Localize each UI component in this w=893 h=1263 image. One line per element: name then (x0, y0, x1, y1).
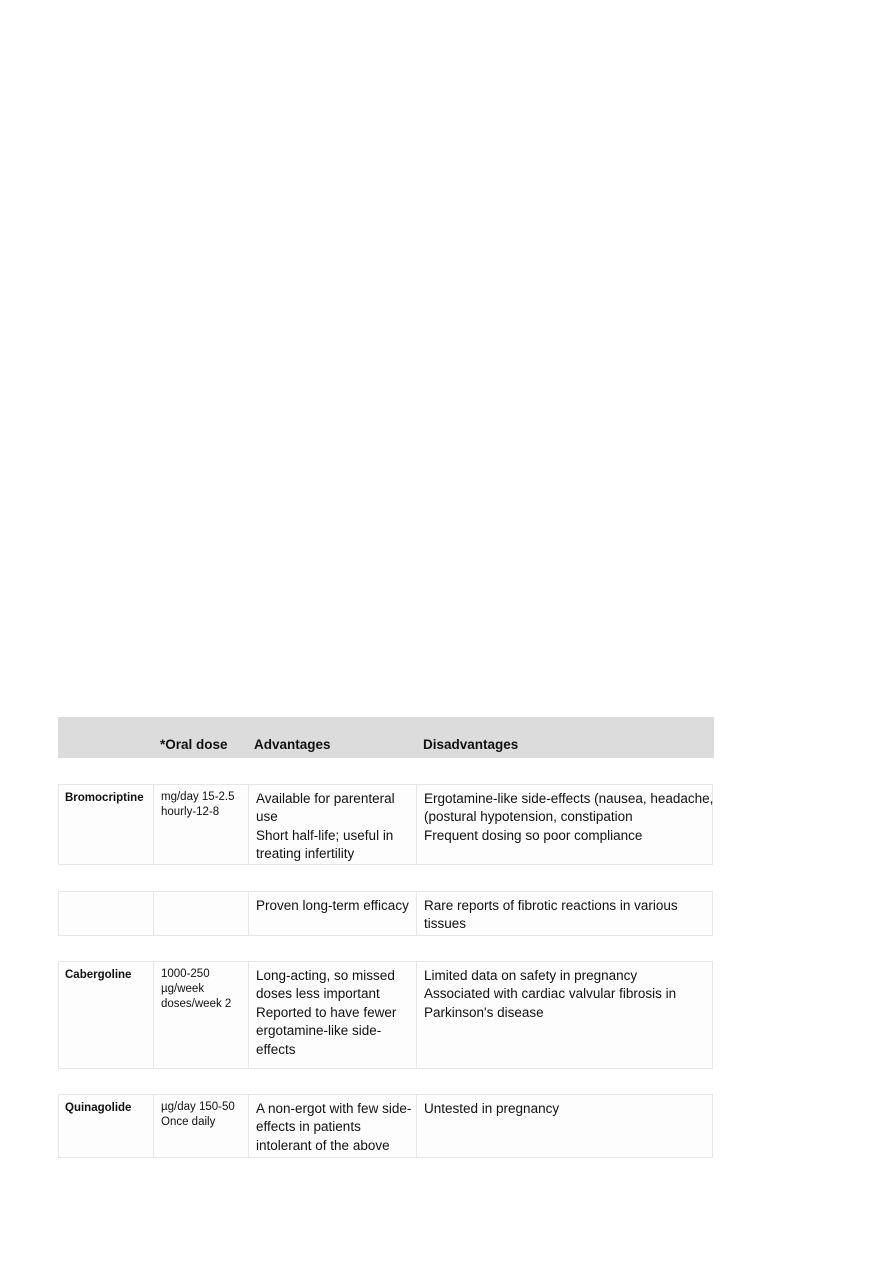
header-oral-dose: *Oral dose (160, 737, 228, 752)
advantages-cell (248, 962, 416, 1068)
advantage-line: treating infertility (256, 846, 355, 862)
dose-line: µg/week (161, 983, 205, 995)
advantage-line: intolerant of the above (256, 1137, 390, 1153)
disadvantages-cell (416, 785, 712, 864)
dose-cell (153, 962, 248, 1068)
drug-name: Bromocriptine (65, 792, 144, 804)
advantage-line: effects (256, 1041, 296, 1057)
drug-name: Quinagolide (65, 1102, 132, 1114)
disadvantage-line: Associated with cardiac valvular fibrosis in (424, 986, 677, 1002)
disadvantage-line: Limited data on safety in pregnancy (424, 968, 638, 983)
advantage-line: Available for parenteral (256, 791, 395, 806)
drug-cell (59, 892, 153, 935)
dose-line: Once daily (161, 1116, 216, 1128)
disadvantage-line: Parkinson's disease (424, 1004, 544, 1020)
table-row-continuation (58, 891, 713, 936)
advantage-line: Long-acting, so missed (256, 968, 395, 983)
dose-line: µg/day 150-50 (161, 1101, 235, 1113)
advantages-cell (248, 1095, 416, 1157)
table-row-cabergoline (58, 961, 713, 1069)
dose-cell (153, 1095, 248, 1157)
disadvantage-line: Rare reports of fibrotic reactions in various (424, 898, 678, 913)
table-row-quinagolide (58, 1094, 713, 1158)
advantage-line: Proven long-term efficacy (256, 898, 409, 913)
advantage-line: doses less important (256, 986, 380, 1002)
dose-cell (153, 785, 248, 864)
advantages-cell (248, 892, 416, 935)
advantage-line: ergotamine-like side- (256, 1023, 382, 1039)
advantage-line: Short half-life; useful in (256, 827, 394, 843)
advantage-line: Reported to have fewer (256, 1004, 397, 1020)
table-row-bromocriptine (58, 784, 713, 865)
disadvantage-line: tissues (424, 916, 467, 932)
dose-line: 1000-250 (161, 968, 210, 980)
disadvantages-cell (416, 962, 712, 1068)
drug-cell (59, 962, 153, 1068)
disadvantage-line: (postural hypotension, constipation (424, 809, 633, 825)
drug-cell (59, 785, 153, 864)
dose-line: hourly-12-8 (161, 806, 220, 818)
dose-line: mg/day 15-2.5 (161, 791, 235, 803)
advantage-line: effects in patients (256, 1119, 361, 1135)
dose-line: doses/week 2 (161, 998, 232, 1010)
table-header-band (58, 717, 714, 758)
dose-cell (153, 892, 248, 935)
disadvantages-cell (416, 892, 712, 935)
header-disadvantages: Disadvantages (423, 737, 519, 752)
advantage-line: use (256, 809, 278, 825)
drug-cell (59, 1095, 153, 1157)
disadvantage-line: Frequent dosing so poor compliance (424, 827, 643, 843)
disadvantage-line: Ergotamine-like side-effects (nausea, headache, (424, 791, 714, 806)
header-advantages: Advantages (254, 737, 331, 752)
disadvantage-line: Untested in pregnancy (424, 1101, 560, 1116)
drug-name: Cabergoline (65, 969, 132, 981)
disadvantages-cell (416, 1095, 712, 1157)
advantages-cell (248, 785, 416, 864)
advantage-line: A non-ergot with few side- (256, 1101, 412, 1116)
